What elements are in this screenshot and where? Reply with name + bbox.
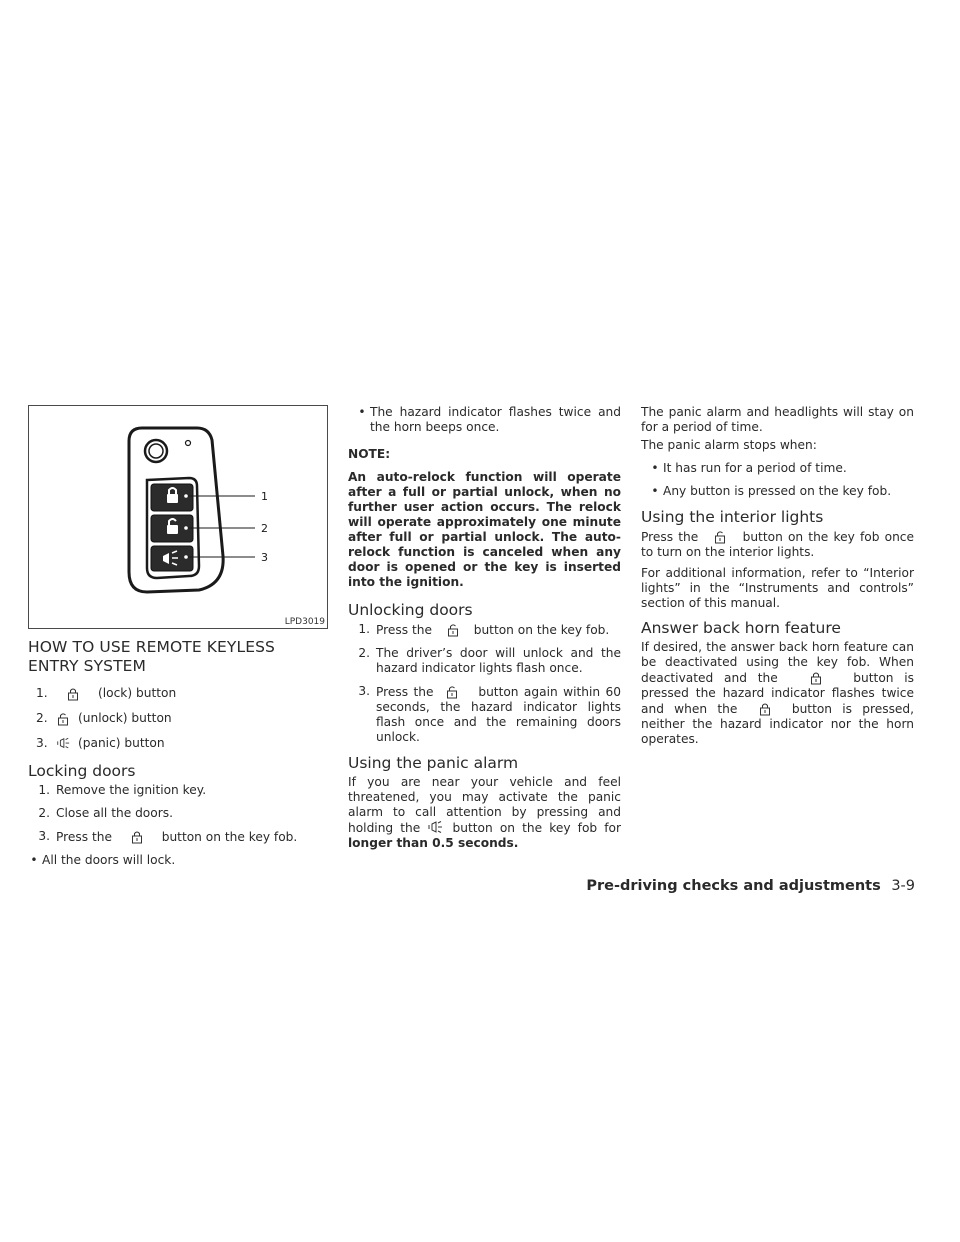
lock-icon <box>758 701 772 716</box>
interior-lights-heading: Using the interior lights <box>641 508 824 526</box>
unlock-icon <box>56 711 70 726</box>
panic-icon <box>56 736 70 751</box>
interior-lights-text: Press the button on the key fob once to turn on the interior lights. <box>641 530 915 559</box>
footer-chapter-title: Pre-driving checks and adjustments <box>586 878 881 894</box>
figure-code: LPD3019 <box>284 617 325 627</box>
column-3 <box>641 405 914 753</box>
section-title-line-2: ENTRY SYSTEM <box>28 657 147 675</box>
unlocking-step-1: 1. Press the button on the key fob. <box>358 622 610 637</box>
column-1 <box>28 405 328 876</box>
locking-step-1: 1. Remove the ignition key. <box>38 783 207 797</box>
section-title <box>28 638 328 676</box>
section-title-line-1: HOW TO USE REMOTE KEYLESS <box>28 638 275 656</box>
legend-item-panic: 3. (panic) button <box>36 736 165 750</box>
panic-alarm-text: If you are near your vehicle and feel threatened, you may activate the panic alarm to call attention by pressing and holding the button on the key fob for longer than 0.5 seconds. <box>348 775 622 850</box>
locking-bullet-2: • The hazard indicator flashes twice and the horn beeps once. <box>358 405 621 434</box>
panic-stay-on-text: The panic alarm and headlights will stay on for a period of time. <box>641 405 914 434</box>
panic-stop-bullet-2: • Any button is pressed on the key fob. <box>651 484 892 498</box>
unlock-icon <box>713 529 727 544</box>
interior-lights-info: For additional information, refer to “Interior lights” in the “Instruments and controls” section of this manual. <box>641 566 914 610</box>
key-fob-figure <box>28 405 328 629</box>
button-legend <box>28 686 328 751</box>
answer-back-horn-text: If desired, the answer back horn feature can be deactivated using the key fob. When deactivated and the button is pressed the hazard indicator flashes twice and when the button is pressed, neither the hazard indicator nor the horn operates. <box>641 640 915 746</box>
locking-step-2: 2. Close all the doors. <box>38 806 173 820</box>
page-footer <box>586 878 915 894</box>
lock-icon <box>809 670 823 685</box>
unlocking-step-2: 2. The driver’s door will unlock and the hazard indicator lights flash once. <box>358 646 621 675</box>
key-fob-illustration <box>29 406 327 628</box>
unlock-icon <box>446 622 460 637</box>
note-label: NOTE: <box>348 447 391 461</box>
panic-stop-bullet-1: • It has run for a period of time. <box>651 461 847 475</box>
locking-bullet-1: • All the doors will lock. <box>30 853 176 867</box>
locking-step-3: 3. Press the button on the key fob. <box>38 829 298 844</box>
unlocking-doors-heading: Unlocking doors <box>348 601 473 619</box>
callout-2: 2 <box>261 522 268 535</box>
unlocking-step-3: 3. Press the button again within 60 seconds, the hazard indicator lights flash once and the remaining doors unlock. <box>358 684 622 744</box>
callout-1: 1 <box>261 490 268 503</box>
unlock-icon <box>445 684 459 699</box>
column-2 <box>348 405 621 857</box>
page-number: 3-9 <box>891 878 915 894</box>
locking-doors-heading: Locking doors <box>28 762 136 780</box>
legend-item-unlock: 2. (unlock) button <box>36 711 172 725</box>
answer-back-horn-heading: Answer back horn feature <box>641 619 841 637</box>
note-text: An auto-relock function will operate after a full or partial unlock, when no further user action occurs. The relock will operate approximately one minute after full or partial unlock. The auto-relock function is canceled when any door is opened or the key is inserted into the ignition. <box>348 470 621 589</box>
callout-3: 3 <box>261 551 268 564</box>
lock-icon <box>130 829 144 844</box>
legend-item-lock: 1. (lock) button <box>36 686 177 700</box>
panic-stops-when: The panic alarm stops when: <box>641 438 817 452</box>
lock-icon <box>56 686 90 701</box>
panic-icon <box>427 820 441 835</box>
panic-alarm-heading: Using the panic alarm <box>348 754 519 772</box>
